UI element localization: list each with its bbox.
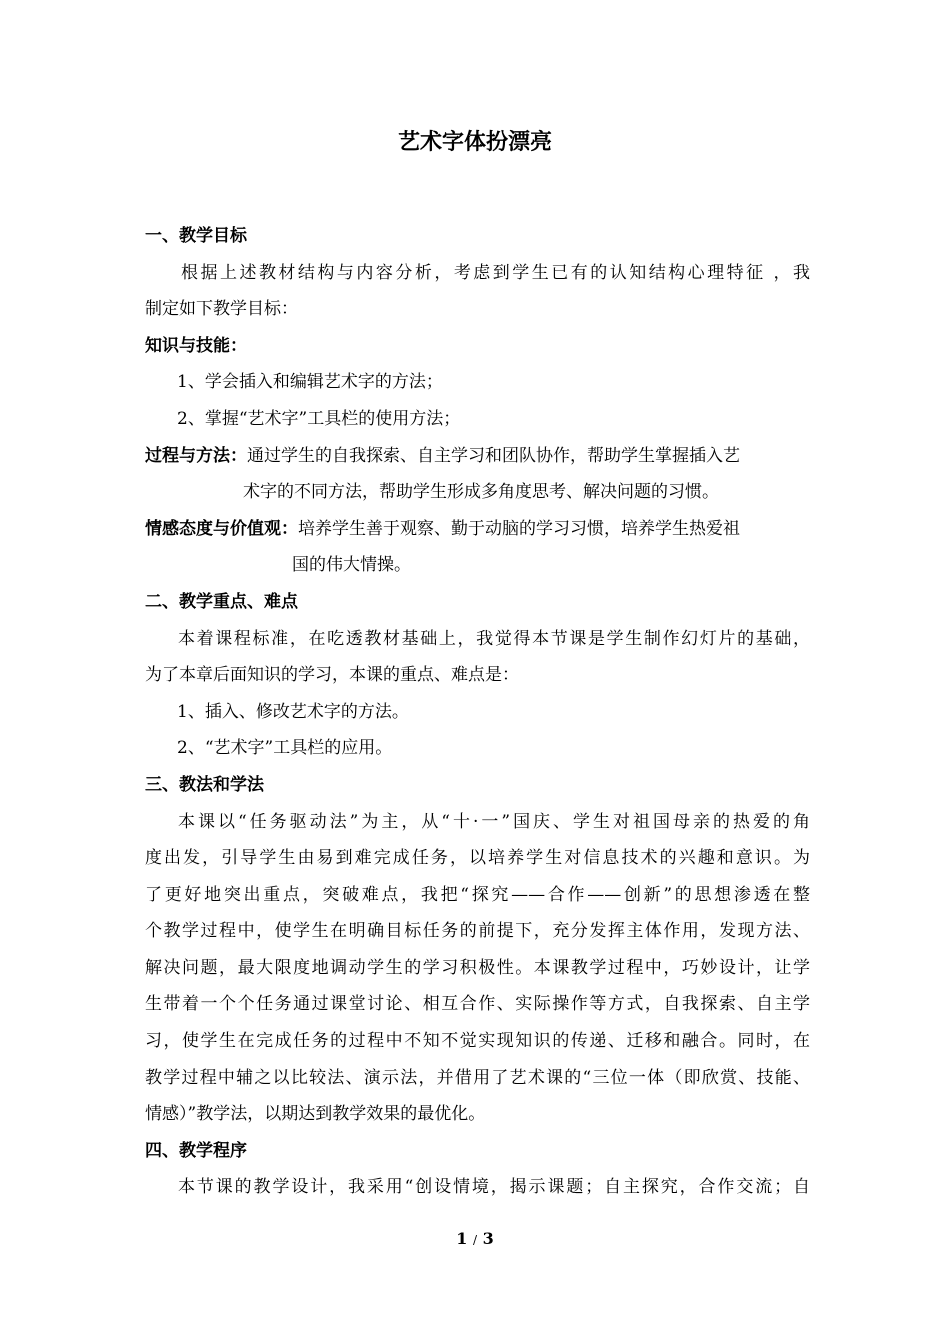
paragraph-line: 国的伟大情操。 bbox=[292, 555, 411, 576]
document-body bbox=[145, 218, 810, 1206]
paragraph-line: 术字的不同方法，帮助学生形成多角度思考、解决问题的习惯。 bbox=[243, 482, 719, 503]
paragraph-line: 生带着一个个任务通过课堂讨论、相互合作、实际操作等方式，自我探索、自主学 bbox=[145, 994, 810, 1015]
paragraph-line: 本着课程标准，在吃透教材基础上，我觉得本节课是学生制作幻灯片的基础， bbox=[178, 628, 810, 649]
section-heading-procedure: 四、教学程序 bbox=[145, 1140, 247, 1161]
paragraph-line: 了更好地突出重点，突破难点，我把“探究——合作——创新”的思想渗透在整 bbox=[145, 884, 810, 905]
paragraph-line: 制定如下教学目标： bbox=[145, 299, 298, 320]
page-separator: / bbox=[472, 1233, 478, 1247]
process-method-line bbox=[145, 438, 810, 475]
paragraph-text: 通过学生的自我探索、自主学习和团队协作，帮助学生掌握插入艺 bbox=[247, 445, 740, 466]
paragraph-line: 为了本章后面知识的学习，本课的重点、难点是： bbox=[145, 665, 519, 686]
section-heading-methods: 三、教法和学法 bbox=[145, 774, 264, 795]
list-item: 2、掌握“艺术字”工具栏的使用方法； bbox=[177, 408, 461, 429]
page-current: 1 bbox=[456, 1229, 468, 1248]
paragraph-line: 情感）”教学法，以期达到教学效果的最优化。 bbox=[145, 1104, 486, 1125]
paragraph-line: 本节课的教学设计，我采用“创设情境，揭示课题；自主探究，合作交流；自 bbox=[178, 1177, 810, 1198]
paragraph-line: 根据上述教材结构与内容分析，考虑到学生已有的认知结构心理特征 ，我 bbox=[181, 262, 810, 283]
paragraph-line: 习，使学生在完成任务的过程中不知不觉实现知识的传递、迁移和融合。同时，在 bbox=[145, 1031, 810, 1052]
page-number bbox=[0, 1228, 950, 1251]
document-title: 艺术字体扮漂亮 bbox=[397, 130, 552, 155]
paragraph-line: 解决问题，最大限度地调动学生的学习积极性。本课教学过程中，巧妙设计，让学 bbox=[145, 957, 810, 978]
subheading-knowledge: 知识与技能： bbox=[145, 335, 247, 356]
paragraph-line: 教学过程中辅之以比较法、演示法，并借用了艺术课的“三位一体（即欣赏、技能、 bbox=[145, 1067, 810, 1088]
paragraph-text: 培养学生善于观察、勤于动脑的学习习惯，培养学生热爱祖 bbox=[298, 518, 740, 539]
subheading-emotion: 情感态度与价值观： bbox=[145, 518, 298, 539]
list-item: 1、学会插入和编辑艺术字的方法； bbox=[177, 372, 443, 393]
list-item: 1、插入、修改艺术字的方法。 bbox=[177, 701, 409, 722]
paragraph-line: 本课以“任务驱动法”为主，从“十·一”国庆、学生对祖国母亲的热爱的角 bbox=[178, 811, 810, 832]
section-heading-keypoints: 二、教学重点、难点 bbox=[145, 591, 298, 612]
emotion-line bbox=[145, 511, 810, 548]
paragraph-line: 个教学过程中，使学生在明确目标任务的前提下，充分发挥主体作用，发现方法、 bbox=[145, 921, 810, 942]
paragraph-line: 度出发，引导学生由易到难完成任务，以培养学生对信息技术的兴趣和意识。为 bbox=[145, 848, 810, 869]
page-total: 3 bbox=[482, 1229, 494, 1248]
list-item: 2、“艺术字”工具栏的应用。 bbox=[177, 738, 393, 759]
subheading-process: 过程与方法： bbox=[145, 445, 247, 466]
section-heading-objectives: 一、教学目标 bbox=[145, 226, 247, 246]
